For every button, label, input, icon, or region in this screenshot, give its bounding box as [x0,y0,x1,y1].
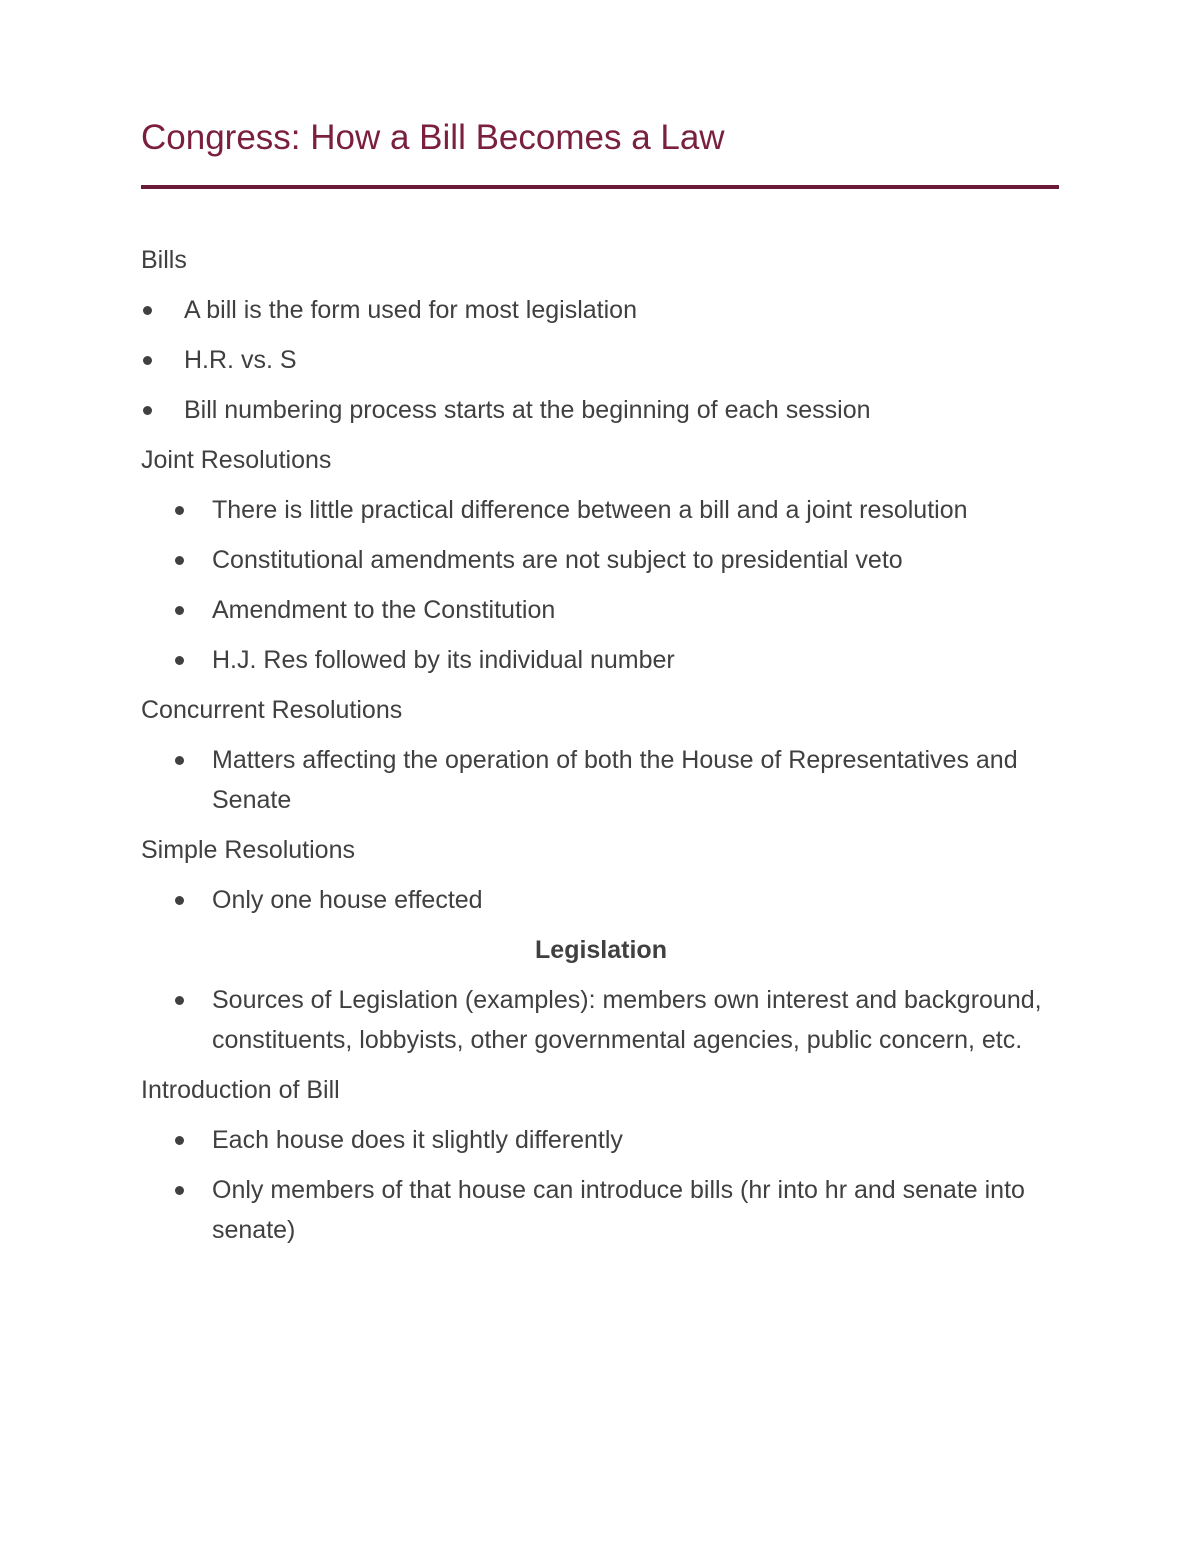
bullet-icon [175,1186,184,1195]
list-item [141,290,1061,330]
bullet-icon [175,606,184,615]
section-heading-legislation: Legislation [535,936,667,964]
document-title: Congress: How a Bill Becomes a Law [141,118,725,157]
list-item [141,740,1061,820]
list-item [141,540,1061,580]
list-item [141,640,1061,680]
list-item [141,340,1061,380]
section-heading-bills: Bills [141,246,187,274]
bullet-icon [143,356,152,365]
document-body [141,240,1061,1260]
joint-resolutions-list [141,490,1061,680]
list-item-text: A bill is the form used for most legislation [184,296,637,324]
bills-list [141,290,1061,430]
bullet-icon [143,406,152,415]
list-item-text: Bill numbering process starts at the beginning of each session [184,396,871,424]
bullet-icon [175,556,184,565]
concurrent-resolutions-list [141,740,1061,820]
list-item [141,1120,1061,1160]
bullet-icon [175,506,184,515]
list-item-text: Only members of that house can introduce bills (hr into hr and senate into senate) [212,1176,1025,1244]
legislation-list [141,980,1061,1060]
list-item-text: H.J. Res followed by its individual number [212,646,675,674]
list-item [141,980,1061,1060]
simple-resolutions-list [141,880,1061,920]
section-heading-concurrent-resolutions: Concurrent Resolutions [141,696,403,724]
list-item [141,880,1061,920]
list-item [141,490,1061,530]
list-item-text: H.R. vs. S [184,346,297,374]
section-heading-simple-resolutions: Simple Resolutions [141,836,355,864]
list-item-text: Constitutional amendments are not subject to presidential veto [212,546,903,574]
list-item-text: Matters affecting the operation of both the House of Representatives and Senate [212,746,1018,814]
list-item-text: Only one house effected [212,886,483,914]
bullet-icon [175,1136,184,1145]
bullet-icon [175,656,184,665]
bullet-icon [175,756,184,765]
list-item-text: Each house does it slightly differently [212,1126,623,1154]
bullet-icon [175,996,184,1005]
bullet-icon [175,896,184,905]
list-item-text: Sources of Legislation (examples): members own interest and background, constituents, lobbyists, other governmental agencies, public concern, etc. [212,986,1042,1054]
title-divider [141,185,1059,189]
list-item [141,590,1061,630]
section-heading-joint-resolutions: Joint Resolutions [141,446,332,474]
list-item [141,390,1061,430]
section-heading-introduction-of-bill: Introduction of Bill [141,1076,340,1104]
list-item-text: Amendment to the Constitution [212,596,556,624]
introduction-list [141,1120,1061,1250]
list-item-text: There is little practical difference between a bill and a joint resolution [212,496,968,524]
list-item [141,1170,1061,1250]
bullet-icon [143,306,152,315]
